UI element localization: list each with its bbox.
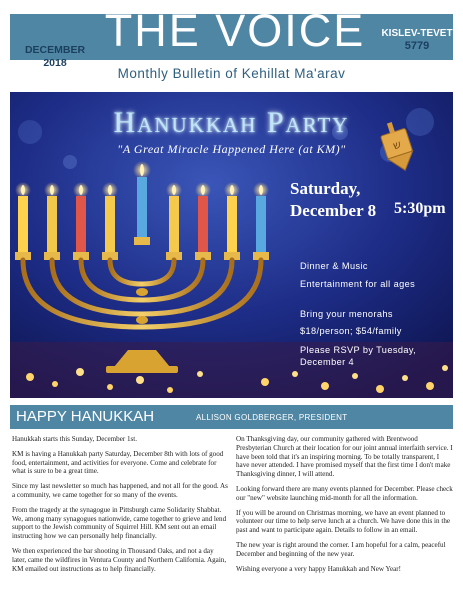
info-dinner: Dinner & Music xyxy=(300,261,368,271)
gregorian-month: DECEMBER xyxy=(24,44,86,56)
info-menorahs: Bring your menorahs xyxy=(300,309,393,319)
event-time: 5:30pm xyxy=(394,200,446,217)
poster-tagline: "A Great Miracle Happened Here (at KM)" xyxy=(117,142,346,156)
newsletter-title: THE VOICE xyxy=(104,5,366,56)
paragraph: Hanukkah starts this Sunday, December 1st. xyxy=(12,435,138,443)
paragraph: KM is having a Hanukkah party Saturday, December 8th with lots of good food, entertainment, and activities for everyone. Come and celebrate for what is sure to be a great time. xyxy=(12,449,224,476)
paragraph: On Thanksgiving day, our community gathered with Brentwood Presbyterian Church at their location for our joint annual interfaith service. I have been told that it's an inspiring morning. To be totally transparent, I have never attended. I have promised myself that the first time I don't make Thanksgiving dinner, I will attend. xyxy=(236,435,453,479)
paragraph: Since my last newsletter so much has happened, and not all for the good. As a community, we came together for so many of the events. xyxy=(12,482,228,499)
newsletter-subtitle: Monthly Bulletin of Kehillat Ma'arav xyxy=(117,66,346,81)
event-month-day: December 8 xyxy=(290,201,377,220)
paragraph: We then experienced the bar shooting in Thousand Oaks, and not a day later, came the wildfires in Ventura County and Northern California. Again, KM emailed out instructions as to help financially. xyxy=(12,546,227,573)
info-entertainment: Entertainment for all ages xyxy=(300,279,416,289)
poster-title: Hanukkah Party xyxy=(113,106,350,139)
paragraph: Wishing everyone a very happy Hanukkah and New Year! xyxy=(236,564,401,573)
gregorian-year: 2018 xyxy=(43,57,67,69)
paragraph: Looking forward there are many events planned for December. Please check our "new" website launching mid-month for all the information. xyxy=(236,484,453,502)
article-column-left xyxy=(12,435,229,579)
hebrew-year: 5779 xyxy=(404,40,430,52)
svg-text:ש: ש xyxy=(391,137,403,153)
masthead xyxy=(0,0,463,92)
event-day: Saturday, xyxy=(290,179,361,198)
article-column-right xyxy=(236,435,453,579)
paragraph: From the tragedy at the synagogue in Pittsburgh came Solidarity Shabbat. We, among many synagogues nationwide, came together to grieve and lend support to the Jewish community of Squirrel Hill. KM sent out an email instructing how we can personally help financially. xyxy=(12,505,227,541)
hebrew-date xyxy=(376,28,458,52)
info-rsvp: Please RSVP by Tuesday, December 4 xyxy=(300,345,417,367)
paragraph: The new year is right around the corner. I am hopeful for a calm, peaceful December and beginning of the new year. xyxy=(236,540,446,558)
hebrew-month: KISLEV-TEVET xyxy=(381,28,453,39)
hanukkah-party-poster xyxy=(10,92,453,398)
info-price: $18/person; $54/family xyxy=(300,326,402,336)
article-author: ALLISON GOLDBERGER, PRESIDENT xyxy=(196,413,348,422)
article-title: HAPPY HANUKKAH xyxy=(16,408,155,425)
paragraph: If you will be around on Christmas morning, we have an event planned to volunteer our time to help serve lunch at a church. We have done this in the past and want to participate again. Details to follow in an email. xyxy=(236,508,451,535)
